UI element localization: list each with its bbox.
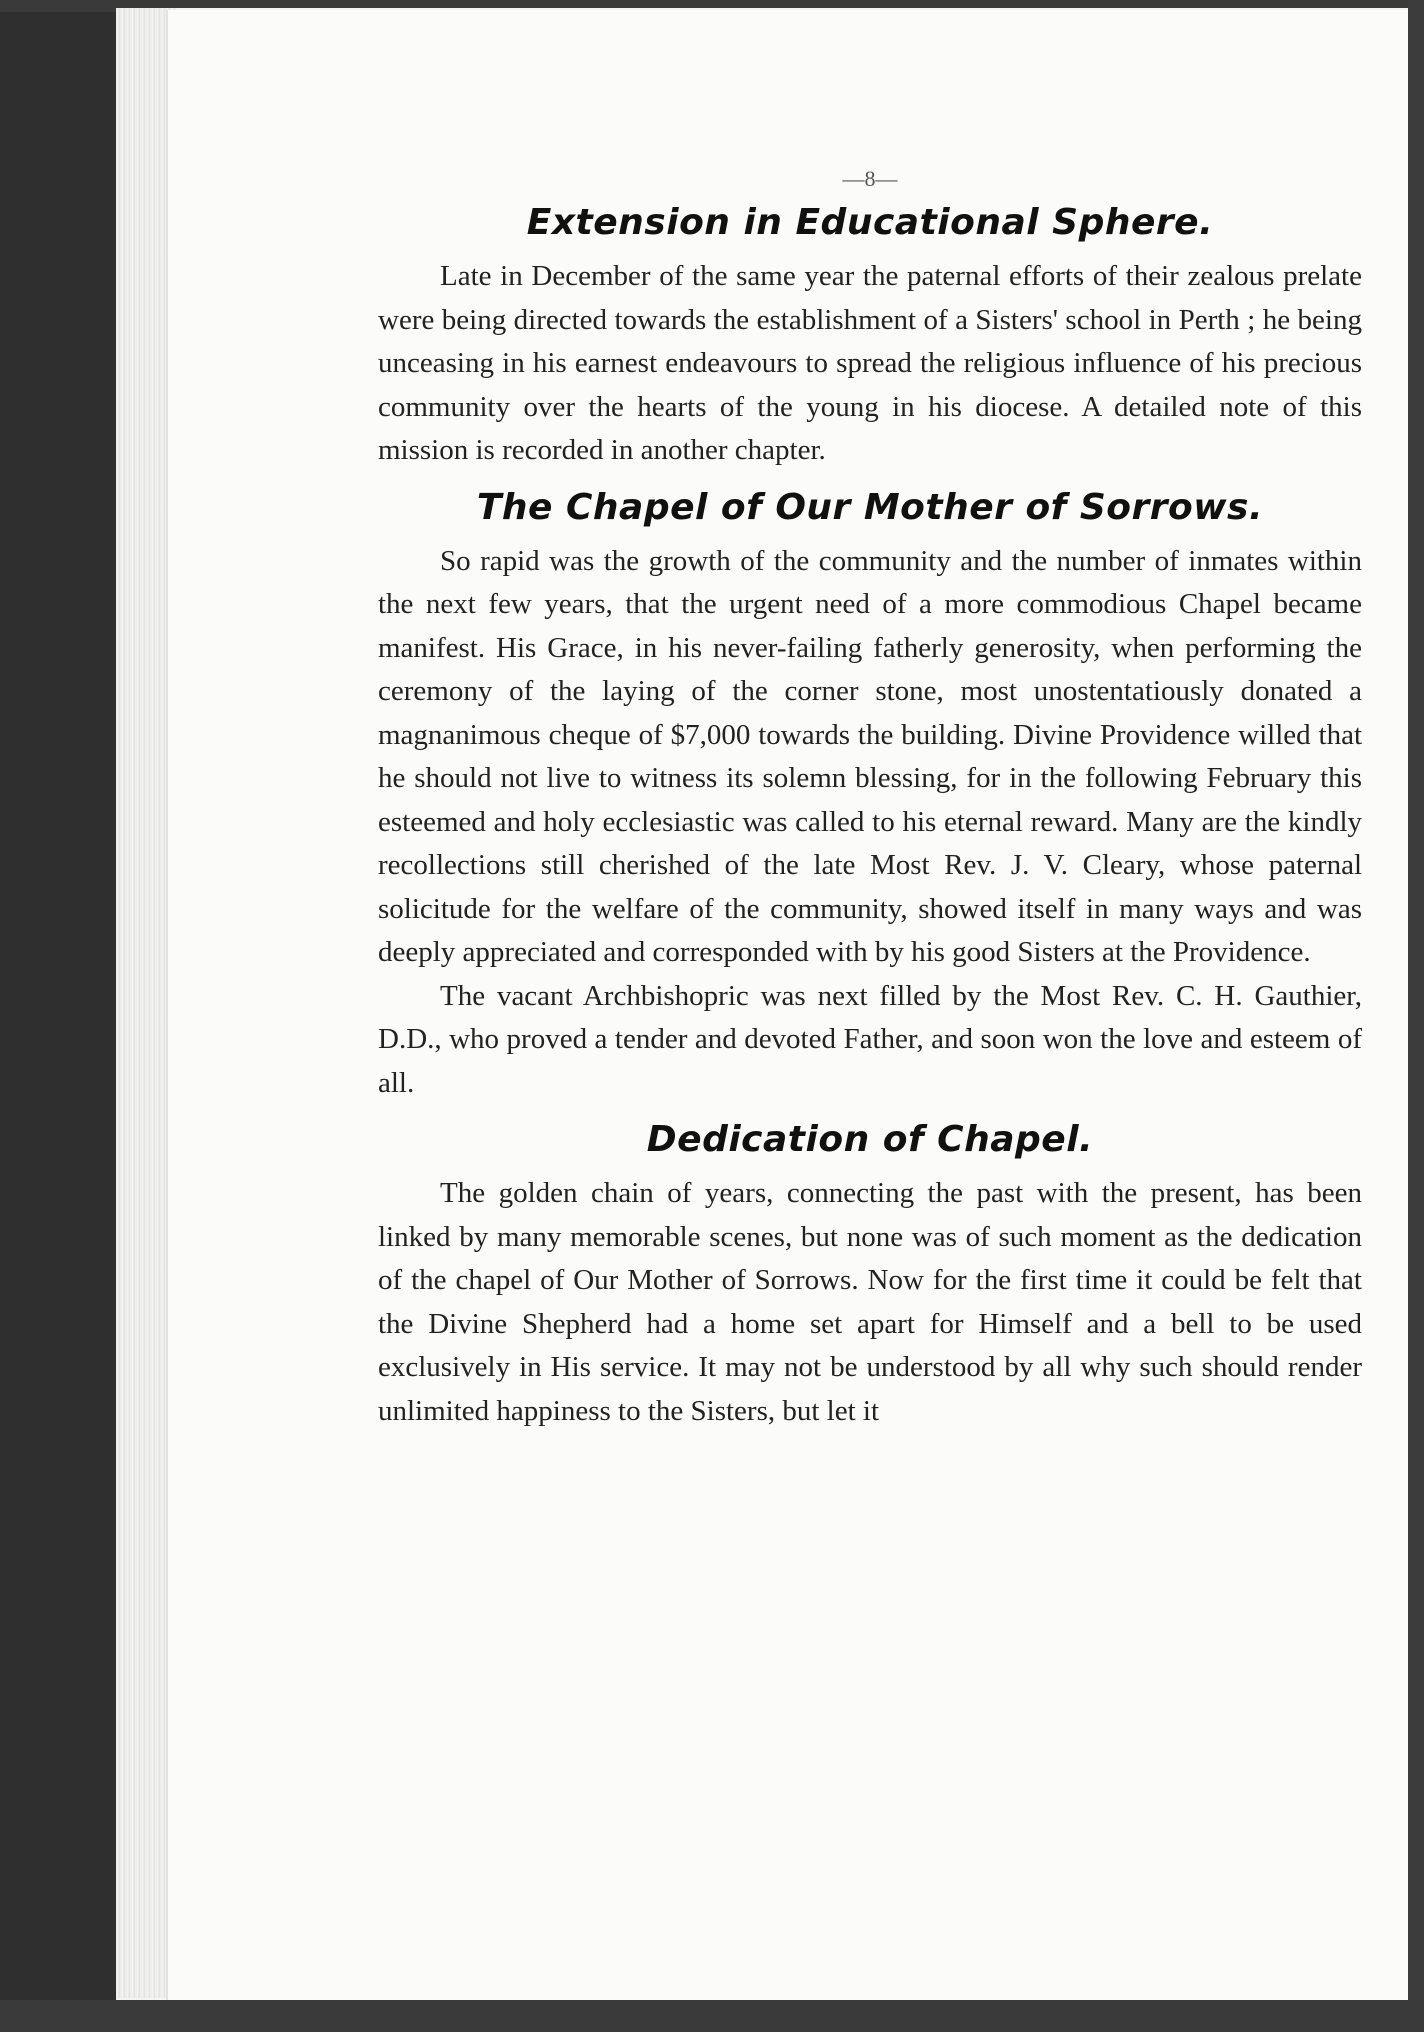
- paragraph: The golden chain of years, connecting the past with the present, has been linked by many memorable scenes, but none was of such moment as the dedication of the chapel of Our Mother of Sorrows. Now for the first time it could be felt that the Divine Shepherd had a home set apart for Himself and a bell to be used exclusively in His service. It may not be understood by all why such should render unlimited happiness to the Sisters, but let it: [378, 1177, 1362, 1427]
- paragraph: The vacant Archbishopric was next filled by the Most Rev. C. H. Gauthier, D.D., who proved a tender and devoted Father, and soon won the love and esteem of all.: [378, 979, 1362, 1099]
- scanner-bottom-border: [0, 2000, 1424, 2032]
- section-chapel-mother-sorrows: [378, 487, 1362, 1106]
- section-extension-educational: [378, 202, 1362, 473]
- page-edges: [116, 8, 176, 1998]
- page-text: [378, 150, 1362, 1447]
- section-heading: The Chapel of Our Mother of Sorrows.: [476, 486, 1264, 528]
- scanner-right-border: [1408, 0, 1424, 2032]
- page-number: —8—: [842, 166, 898, 191]
- paragraph: So rapid was the growth of the community and the number of inmates within the next few years, that the urgent need of a more commodious Chapel became manifest. His Grace, in his never-failing fatherly generosity, when performing the ceremony of the laying of the corner stone, most unostentatiously donated a magnanimous cheque of $7,000 towards the building. Divine Providence willed that he should not live to witness its solemn blessing, for in the following February this esteemed and holy ecclesiastic was called to his eternal reward. Many are the kindly recollections still cherished of the late Most Rev. J. V. Cleary, whose paternal solicitude for the welfare of the community, showed itself in many ways and was deeply appreciated and corresponded with by his good Sisters at the Providence.: [378, 544, 1362, 968]
- paragraph: Late in December of the same year the paternal efforts of their zealous prelate were being directed towards the establishment of a Sisters' school in Perth ; he being unceasing in his earnest endeavours to spread the religious influence of his precious community over the hearts of the young in his diocese. A detailed note of this mission is recorded in another chapter.: [378, 260, 1362, 466]
- section-dedication-chapel: [378, 1119, 1362, 1433]
- section-heading: Extension in Educational Sphere.: [526, 202, 1214, 243]
- section-heading: Dedication of Chapel.: [646, 1119, 1094, 1160]
